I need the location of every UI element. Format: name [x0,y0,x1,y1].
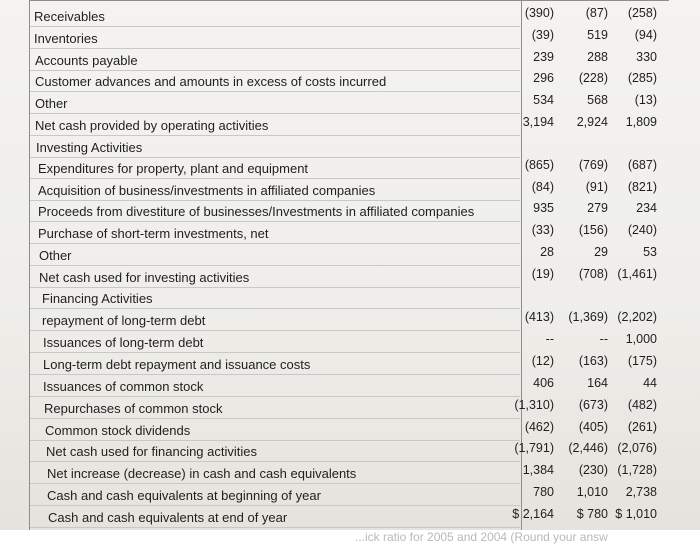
row-separator [30,113,520,114]
row-value-col1: 406 [533,376,554,390]
row-value-col3: 1,809 [625,115,657,129]
row-label: Common stock dividends [45,423,191,438]
row-label: Proceeds from divestiture of businesses/Investments in affiliated companies [38,204,475,219]
row-separator [30,505,520,506]
row-value-col1: (12) [531,354,554,368]
row-separator [30,287,520,288]
row-separator [30,308,520,309]
row-value-col3: (13) [634,93,657,107]
table-top-border [29,0,669,1]
row-value-col3: (482) [627,398,657,412]
row-value-col3: 330 [636,50,657,64]
row-label: Expenditures for property, plant and equipment [38,161,309,176]
row-label: repayment of long-term debt [42,313,206,328]
row-separator [30,221,520,222]
row-label: Other [35,96,68,111]
row-value-col1: 935 [533,201,554,215]
row-value-col2: -- [599,332,608,346]
row-value-col2: (230) [578,463,608,477]
row-value-col3: (2,202) [617,310,657,324]
row-value-col2: (87) [585,6,608,20]
row-label: Net increase (decrease) in cash and cash equivalents [47,466,357,481]
row-separator [30,330,520,331]
row-value-col2: (769) [578,158,608,172]
row-value-col1: (1,791) [514,441,554,455]
row-label: Inventories [34,31,98,46]
row-value-col3: (240) [627,223,657,237]
row-value-col1: (84) [531,180,554,194]
row-label: Repurchases of common stock [44,401,223,416]
row-value-col3: 44 [643,376,657,390]
row-value-col3: (2,076) [617,441,657,455]
row-separator [30,527,520,528]
row-value-col3: 234 [636,201,657,215]
row-separator [30,200,520,201]
row-value-col1: 239 [533,50,554,64]
row-value-col2: 2,924 [576,115,608,129]
row-value-col3: (687) [627,158,657,172]
row-value-col2: (163) [578,354,608,368]
row-value-col3: $ 1,010 [615,507,657,521]
row-value-col2: 568 [587,93,608,107]
row-value-col2: 1,010 [576,485,608,499]
row-separator [30,26,520,27]
row-value-col3: 1,000 [625,332,657,346]
row-value-col3: 53 [643,245,657,259]
row-separator [30,440,520,441]
row-value-col3: (285) [627,71,657,85]
row-separator [30,461,520,462]
row-separator [30,396,520,397]
question-text-cutoff: ...ick ratio for 2005 and 2004 (Round your answ [355,530,608,544]
row-label: Cash and cash equivalents at beginning of year [47,488,321,503]
row-label: Financing Activities [42,291,153,306]
row-value-col1: (865) [524,158,554,172]
row-value-col3: (261) [627,420,657,434]
row-separator [30,91,520,92]
row-label: Customer advances and amounts in excess of costs incurred [35,74,387,89]
row-value-col3: (175) [627,354,657,368]
row-value-col1: 780 [533,485,554,499]
row-label: Investing Activities [36,140,143,155]
row-value-col2: (708) [578,267,608,281]
row-value-col1: (1,310) [514,398,554,412]
row-value-col1: -- [545,332,554,346]
row-separator [30,157,520,158]
row-label: Long-term debt repayment and issuance costs [43,357,311,372]
row-label: Issuances of common stock [43,379,204,394]
row-value-col3: (258) [627,6,657,20]
row-value-col1: 28 [540,245,554,259]
row-label: Other [39,248,72,263]
row-value-col3: (1,461) [617,267,657,281]
row-label: Issuances of long-term debt [43,335,204,350]
row-value-col1: 3,194 [522,115,554,129]
row-value-col2: (156) [578,223,608,237]
row-separator [30,418,520,419]
row-value-col3: 2,738 [625,485,657,499]
row-separator [30,265,520,266]
row-value-col1: (39) [531,28,554,42]
row-label: Net cash provided by operating activities [35,118,269,133]
row-value-col1: (390) [524,6,554,20]
row-value-col3: (821) [627,180,657,194]
row-value-col2: (228) [578,71,608,85]
row-value-col2: (1,369) [568,310,608,324]
row-label: Net cash used for financing activities [46,444,257,459]
row-value-col2: (405) [578,420,608,434]
row-separator [30,48,520,49]
row-label: Net cash used for investing activities [39,270,250,285]
row-label: Receivables [34,9,105,24]
row-separator [30,374,520,375]
row-separator [30,243,520,244]
row-value-col3: (1,728) [617,463,657,477]
row-value-col2: 29 [594,245,608,259]
row-value-col2: (2,446) [568,441,608,455]
row-value-col1: (413) [524,310,554,324]
row-separator [30,135,520,136]
row-separator [30,178,520,179]
row-value-col2: (91) [585,180,608,194]
row-label: Purchase of short-term investments, net [38,226,269,241]
row-value-col1: 1,384 [522,463,554,477]
row-value-col1: $ 2,164 [512,507,554,521]
row-value-col1: 296 [533,71,554,85]
row-separator [30,70,520,71]
row-value-col1: (33) [531,223,554,237]
row-label: Cash and cash equivalents at end of year [48,510,288,525]
row-value-col1: 534 [533,93,554,107]
row-value-col2: 288 [587,50,608,64]
row-label: Acquisition of business/investments in affiliated companies [38,183,376,198]
row-label: Accounts payable [35,53,138,68]
row-value-col2: 164 [587,376,608,390]
row-value-col2: 279 [587,201,608,215]
row-value-col1: (462) [524,420,554,434]
row-value-col2: $ 780 [576,507,608,521]
row-value-col1: (19) [531,267,554,281]
row-value-col2: 519 [587,28,608,42]
row-separator [30,483,520,484]
row-separator [30,352,520,353]
row-value-col3: (94) [634,28,657,42]
row-value-col2: (673) [578,398,608,412]
